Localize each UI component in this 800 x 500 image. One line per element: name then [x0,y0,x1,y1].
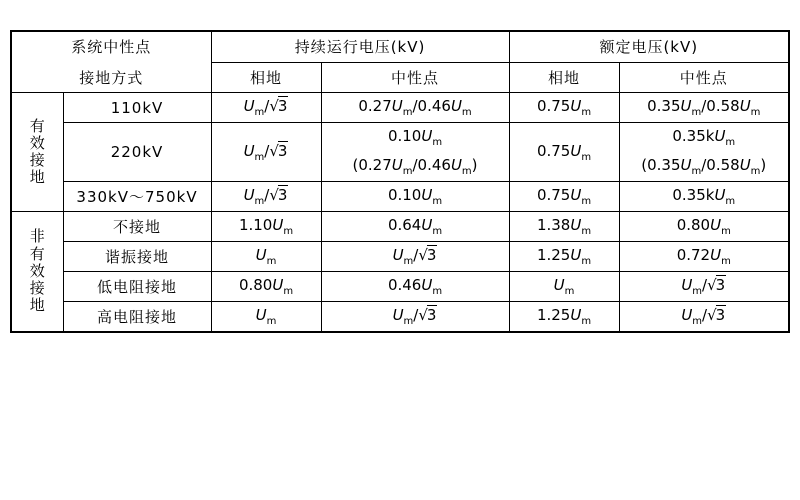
group-label-char-3: 效 [29,261,45,280]
header-continuous-phase-ground: 相地 [211,62,321,93]
table-row [11,242,789,272]
neutral-point-voltage-table [10,30,790,333]
value-line-1: $0.35kU_m$ [672,127,736,148]
row-label-ungrounded: 不接地 [63,212,211,242]
header-continuous-operating-voltage: 持续运行电压(kV) [211,31,509,62]
row-label-220kv: 220kV [63,123,211,182]
cell-rated-phase-ground: $1.25U_m$ [509,302,619,333]
cell-continuous-neutral: $0.64U_m$ [321,212,509,242]
row-label-resonant-grounding: 谐振接地 [63,242,211,272]
cell-continuous-neutral: $0.27U_m/0.46U_m$ [321,93,509,123]
row-label-330-750kv: 330kV～750kV [63,182,211,212]
group-label-char-3: 接 [29,151,45,169]
cell-continuous-neutral: $U_m/√3$ [321,302,509,333]
value-line-2: $(0.35U_m/0.58U_m)$ [641,156,767,177]
group-label-effective-grounding [11,93,63,212]
header-line-1: 系统中性点 [71,38,152,56]
group-label-non-effective-grounding [11,212,63,333]
header-rated-voltage: 额定电压(kV) [509,31,789,62]
cell-rated-phase-ground: $0.75U_m$ [509,182,619,212]
group-label-char-2: 有 [29,244,45,263]
group-label-char-4: 接 [29,279,45,298]
cell-rated-neutral: $U_m/√3$ [619,302,789,333]
row-label-low-resistance-grounding: 低电阻接地 [63,272,211,302]
header-rated-phase-ground: 相地 [509,62,619,93]
header-continuous-neutral: 中性点 [321,62,509,93]
row-label-110kv: 110kV [63,93,211,123]
cell-rated-neutral [619,123,789,182]
value-line-1: $0.10U_m$ [387,127,443,148]
cell-rated-neutral: $U_m/√3$ [619,272,789,302]
cell-continuous-phase-ground: $U_m/√3$ [211,93,321,123]
cell-rated-neutral: $0.80U_m$ [619,212,789,242]
cell-continuous-phase-ground: $0.80U_m$ [211,272,321,302]
cell-continuous-phase-ground: $U_m/√3$ [211,123,321,182]
cell-continuous-phase-ground: $U_m$ [211,302,321,333]
cell-continuous-neutral: $0.10U_m$ [321,182,509,212]
cell-rated-phase-ground: $1.38U_m$ [509,212,619,242]
cell-continuous-neutral [321,123,509,182]
cell-continuous-neutral: $0.46U_m$ [321,272,509,302]
cell-rated-phase-ground: $1.25U_m$ [509,242,619,272]
cell-rated-neutral: $0.35U_m/0.58U_m$ [619,93,789,123]
group-label-char-5: 地 [29,296,45,315]
group-label-char-4: 地 [29,168,45,187]
group-label-char-1: 非 [29,227,45,246]
header-rated-neutral: 中性点 [619,62,789,93]
table-row [11,212,789,242]
table-row [11,93,789,123]
cell-continuous-phase-ground: $U_m$ [211,242,321,272]
cell-rated-neutral: $0.72U_m$ [619,242,789,272]
table-row [11,302,789,333]
value-line-2: $(0.27U_m/0.46U_m)$ [352,156,478,177]
cell-rated-phase-ground: $U_m$ [509,272,619,302]
cell-rated-phase-ground: $0.75U_m$ [509,123,619,182]
cell-continuous-phase-ground: $1.10U_m$ [211,212,321,242]
table-row [11,123,789,182]
cell-continuous-neutral: $U_m/√3$ [321,242,509,272]
header-neutral-grounding-method [11,31,211,93]
table-header-row-1 [11,31,789,62]
table-row [11,272,789,302]
header-line-2: 接地方式 [79,69,144,87]
row-label-high-resistance-grounding: 高电阻接地 [63,302,211,333]
table-row [11,182,789,212]
group-label-char-1: 有 [29,116,45,135]
cell-continuous-phase-ground: $U_m/√3$ [211,182,321,212]
spec-table-container [10,30,790,333]
cell-rated-neutral: $0.35kU_m$ [619,182,789,212]
cell-rated-phase-ground: $0.75U_m$ [509,93,619,123]
group-label-char-2: 效 [29,133,45,152]
